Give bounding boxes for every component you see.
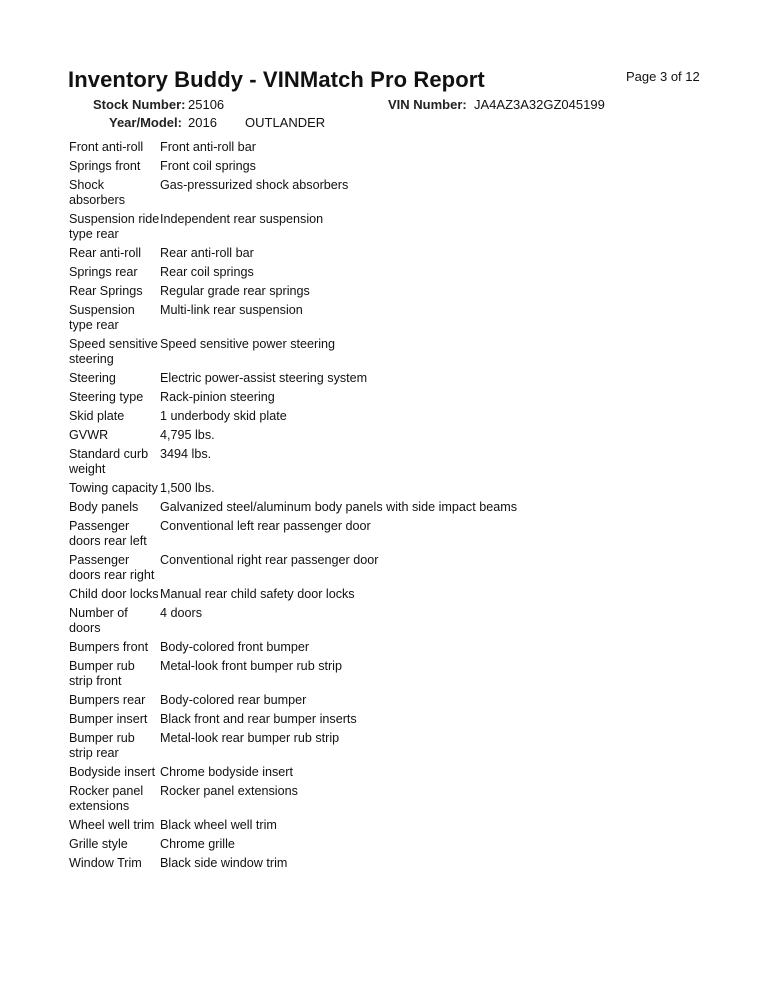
spec-row <box>69 784 709 814</box>
spec-value: 4 doors <box>160 606 203 620</box>
spec-value: Black front and rear bumper inserts <box>160 712 357 726</box>
spec-value: 3494 lbs. <box>160 447 212 461</box>
spec-label: Steering type <box>69 390 144 404</box>
spec-row <box>69 553 709 583</box>
spec-row <box>69 337 709 367</box>
spec-value: Regular grade rear springs <box>160 284 310 298</box>
spec-row <box>69 693 709 708</box>
vin-number-label-text: VIN Number: <box>388 97 467 112</box>
year-model-label <box>109 115 182 130</box>
spec-row <box>69 731 709 761</box>
spec-value: Metal-look front bumper rub strip <box>160 659 342 673</box>
spec-label: Wheel well trim <box>69 818 155 832</box>
spec-row <box>69 659 709 689</box>
vin-number-value: JA4AZ3A32GZ045199 <box>474 97 605 112</box>
spec-label: Suspension type rear <box>69 303 135 332</box>
spec-value: Rear anti-roll bar <box>160 246 254 260</box>
spec-label: Towing capacity <box>69 481 158 495</box>
model-value: OUTLANDER <box>245 115 326 130</box>
spec-row <box>69 712 709 727</box>
spec-value: Black side window trim <box>160 856 288 870</box>
spec-row <box>69 519 709 549</box>
spec-value: Multi-link rear suspension <box>160 303 303 317</box>
spec-value: 4,795 lbs. <box>160 428 215 442</box>
spec-row <box>69 265 709 280</box>
year-model-label-text: Year/Model: <box>109 115 182 130</box>
spec-label: Bumper rub strip front <box>69 659 135 688</box>
spec-row <box>69 481 709 496</box>
spec-value: Rocker panel extensions <box>160 784 298 798</box>
spec-label: Shock absorbers <box>69 178 126 207</box>
spec-value: Front anti-roll bar <box>160 140 256 154</box>
spec-row <box>69 856 709 871</box>
spec-label: Window Trim <box>69 856 142 870</box>
spec-label: Number of doors <box>69 606 128 635</box>
spec-row <box>69 606 709 636</box>
spec-label: Bumpers rear <box>69 693 146 707</box>
page-number: Page 3 of 12 <box>626 69 700 84</box>
spec-label: Body panels <box>69 500 139 514</box>
spec-value: 1,500 lbs. <box>160 481 215 495</box>
spec-value: Conventional right rear passenger door <box>160 553 379 567</box>
vin-number-label <box>388 97 467 112</box>
spec-label: Rear Springs <box>69 284 143 298</box>
spec-value: Front coil springs <box>160 159 256 173</box>
stock-number-label <box>93 97 185 112</box>
spec-row <box>69 371 709 386</box>
spec-value: 1 underbody skid plate <box>160 409 287 423</box>
spec-value: Metal-look rear bumper rub strip <box>160 731 340 745</box>
spec-row <box>69 284 709 299</box>
stock-number-label-text: Stock Number: <box>93 97 186 112</box>
spec-row <box>69 303 709 333</box>
spec-row <box>69 765 709 780</box>
spec-row <box>69 500 709 515</box>
spec-label: Bumper insert <box>69 712 148 726</box>
spec-row <box>69 409 709 424</box>
spec-row <box>69 587 709 602</box>
spec-label: Bodyside insert <box>69 765 156 779</box>
spec-label: Passenger doors rear right <box>69 553 155 582</box>
spec-label: Springs front <box>69 159 141 173</box>
spec-list <box>69 140 709 875</box>
spec-value: Rack-pinion steering <box>160 390 275 404</box>
spec-value: Speed sensitive power steering <box>160 337 336 351</box>
spec-label: Speed sensitive steering <box>69 337 158 366</box>
spec-label: Rocker panel extensions <box>69 784 144 813</box>
spec-label: Skid plate <box>69 409 125 423</box>
spec-label: Springs rear <box>69 265 138 279</box>
spec-row <box>69 246 709 261</box>
spec-label: Grille style <box>69 837 128 851</box>
spec-row <box>69 140 709 155</box>
spec-value: Body-colored rear bumper <box>160 693 307 707</box>
spec-value: Body-colored front bumper <box>160 640 310 654</box>
spec-value: Conventional left rear passenger door <box>160 519 371 533</box>
spec-label: Standard curb weight <box>69 447 149 476</box>
spec-label: Suspension ride type rear <box>69 212 160 241</box>
spec-label: Steering <box>69 371 116 385</box>
year-value: 2016 <box>188 115 217 130</box>
spec-value: Black wheel well trim <box>160 818 277 832</box>
spec-row <box>69 178 709 208</box>
spec-row <box>69 428 709 443</box>
spec-label: Bumper rub strip rear <box>69 731 135 760</box>
spec-label: Bumpers front <box>69 640 149 654</box>
report-title: Inventory Buddy - VINMatch Pro Report <box>68 67 485 92</box>
spec-label: Passenger doors rear left <box>69 519 147 548</box>
spec-value: Independent rear suspension <box>160 212 324 226</box>
spec-value: Rear coil springs <box>160 265 254 279</box>
spec-row <box>69 640 709 655</box>
spec-label: GVWR <box>69 428 109 442</box>
spec-label: Front anti-roll <box>69 140 144 154</box>
spec-label: Child door locks <box>69 587 159 601</box>
spec-row <box>69 159 709 174</box>
spec-value: Electric power-assist steering system <box>160 371 368 385</box>
spec-value: Manual rear child safety door locks <box>160 587 355 601</box>
spec-value: Chrome bodyside insert <box>160 765 293 779</box>
stock-number-value: 25106 <box>188 97 225 112</box>
spec-row <box>69 837 709 852</box>
spec-row <box>69 212 709 242</box>
spec-value: Galvanized steel/aluminum body panels with side impact beams <box>160 500 518 514</box>
spec-row <box>69 447 709 477</box>
spec-row <box>69 818 709 833</box>
spec-value: Chrome grille <box>160 837 235 851</box>
spec-row <box>69 390 709 405</box>
spec-value: Gas-pressurized shock absorbers <box>160 178 349 192</box>
spec-label: Rear anti-roll <box>69 246 142 260</box>
